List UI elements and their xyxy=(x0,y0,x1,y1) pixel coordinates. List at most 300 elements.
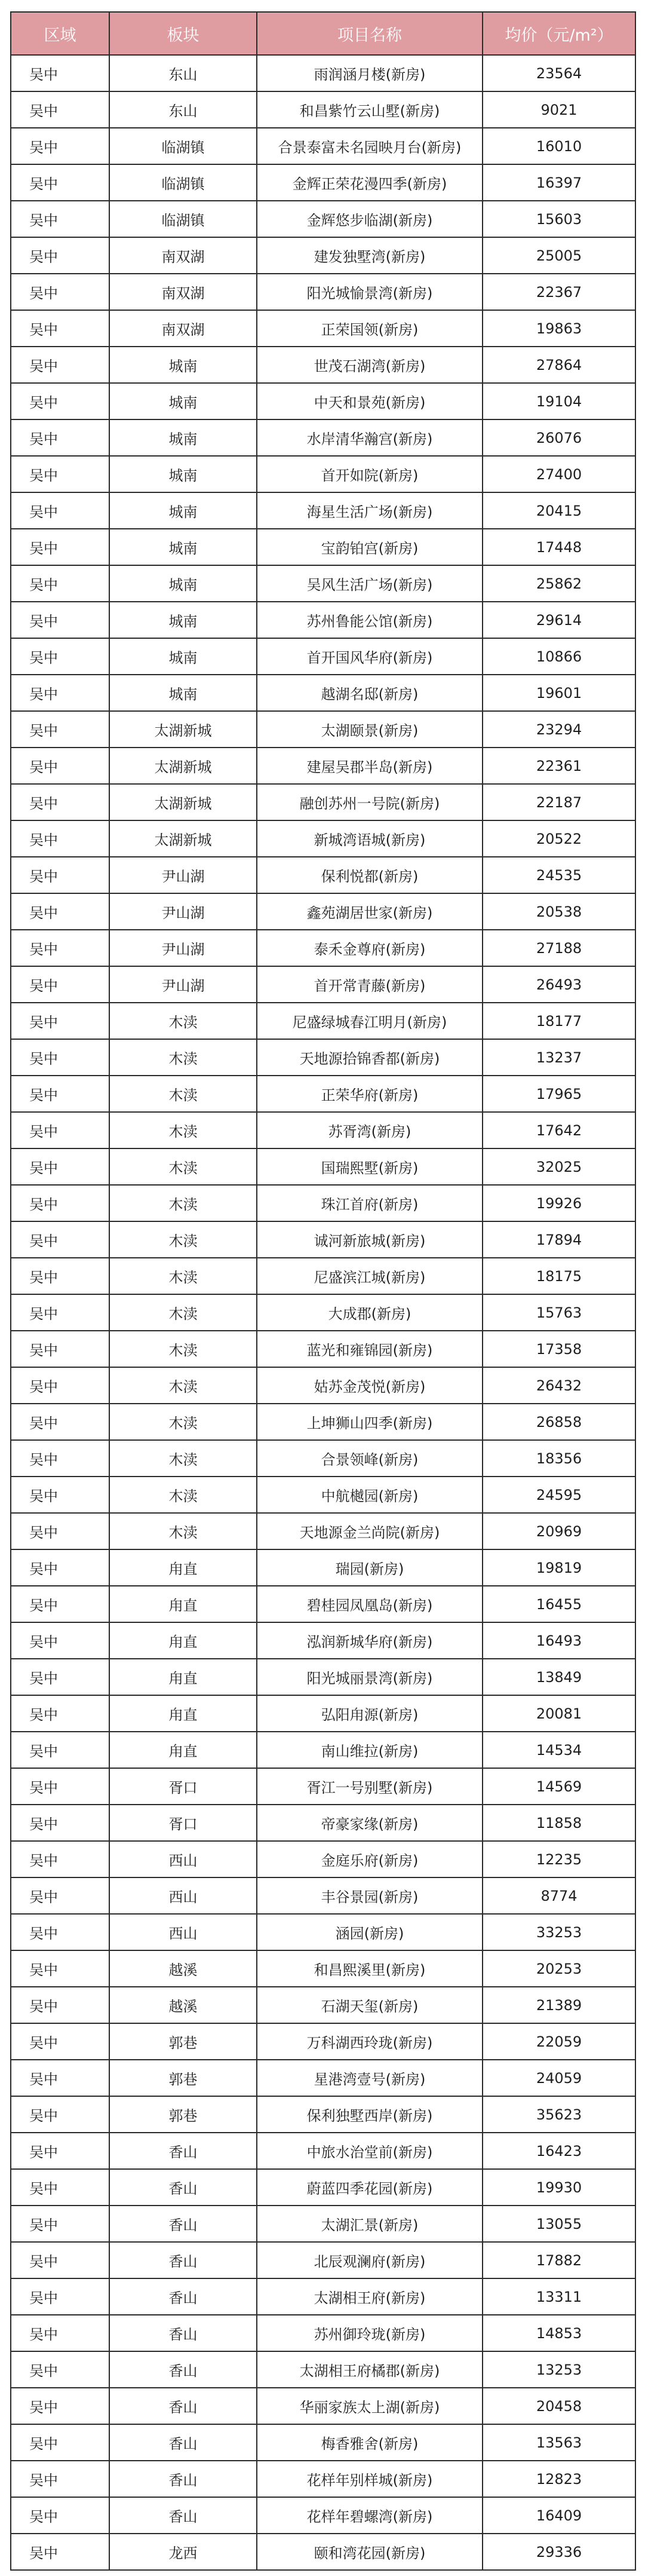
cell-district: 吴中 xyxy=(11,2351,109,2388)
table-row xyxy=(11,2461,635,2497)
cell-block: 城南 xyxy=(109,675,257,711)
table-row xyxy=(11,2242,635,2278)
cell-district: 吴中 xyxy=(11,2388,109,2424)
table-row xyxy=(11,966,635,1003)
cell-block: 临湖镇 xyxy=(109,128,257,164)
cell-average-price: 13563 xyxy=(483,2424,635,2461)
cell-block: 木渎 xyxy=(109,1513,257,1549)
cell-block: 城南 xyxy=(109,383,257,419)
cell-district: 吴中 xyxy=(11,2461,109,2497)
cell-block: 木渎 xyxy=(109,1404,257,1440)
table-row xyxy=(11,2133,635,2169)
table-row xyxy=(11,1367,635,1404)
cell-project-name: 中旅水治堂前(新房) xyxy=(257,2133,483,2169)
cell-average-price: 12823 xyxy=(483,2461,635,2497)
cell-block: 香山 xyxy=(109,2351,257,2388)
cell-block: 太湖新城 xyxy=(109,711,257,748)
cell-average-price: 27188 xyxy=(483,930,635,966)
table-row xyxy=(11,565,635,602)
cell-block: 西山 xyxy=(109,1841,257,1877)
table-row xyxy=(11,2096,635,2133)
table-row xyxy=(11,1440,635,1477)
cell-block: 香山 xyxy=(109,2169,257,2206)
cell-average-price: 23294 xyxy=(483,711,635,748)
cell-block: 香山 xyxy=(109,2388,257,2424)
cell-block: 城南 xyxy=(109,492,257,529)
cell-project-name: 泰禾金尊府(新房) xyxy=(257,930,483,966)
cell-district: 吴中 xyxy=(11,748,109,784)
cell-average-price: 26493 xyxy=(483,966,635,1003)
cell-district: 吴中 xyxy=(11,237,109,274)
cell-block: 临湖镇 xyxy=(109,164,257,201)
cell-average-price: 25005 xyxy=(483,237,635,274)
cell-block: 甪直 xyxy=(109,1549,257,1586)
cell-district: 吴中 xyxy=(11,966,109,1003)
cell-district: 吴中 xyxy=(11,1003,109,1039)
table-row xyxy=(11,1148,635,1185)
cell-district: 吴中 xyxy=(11,820,109,857)
cell-block: 胥口 xyxy=(109,1768,257,1805)
cell-average-price: 8774 xyxy=(483,1877,635,1914)
table-row xyxy=(11,456,635,492)
table-row xyxy=(11,675,635,711)
table-row xyxy=(11,1695,635,1732)
cell-project-name: 尼盛滨江城(新房) xyxy=(257,1258,483,1294)
cell-average-price: 11858 xyxy=(483,1805,635,1841)
cell-block: 木渎 xyxy=(109,1112,257,1148)
table-row xyxy=(11,164,635,201)
cell-average-price: 19819 xyxy=(483,1549,635,1586)
cell-average-price: 24059 xyxy=(483,2060,635,2096)
cell-project-name: 国瑞熙墅(新房) xyxy=(257,1148,483,1185)
cell-average-price: 13237 xyxy=(483,1039,635,1076)
cell-project-name: 胥江一号别墅(新房) xyxy=(257,1768,483,1805)
table-row xyxy=(11,893,635,930)
table-row xyxy=(11,128,635,164)
table-row xyxy=(11,237,635,274)
cell-district: 吴中 xyxy=(11,2315,109,2351)
cell-project-name: 和昌熙溪里(新房) xyxy=(257,1950,483,1987)
cell-average-price: 26432 xyxy=(483,1367,635,1404)
cell-average-price: 33253 xyxy=(483,1914,635,1950)
cell-project-name: 宝韵铂宫(新房) xyxy=(257,529,483,565)
cell-average-price: 20522 xyxy=(483,820,635,857)
cell-district: 吴中 xyxy=(11,675,109,711)
cell-project-name: 金辉正荣花漫四季(新房) xyxy=(257,164,483,201)
cell-average-price: 15603 xyxy=(483,201,635,237)
cell-project-name: 诚河新旅城(新房) xyxy=(257,1221,483,1258)
cell-average-price: 20415 xyxy=(483,492,635,529)
cell-average-price: 16423 xyxy=(483,2133,635,2169)
price-table xyxy=(10,11,636,2571)
cell-average-price: 17894 xyxy=(483,1221,635,1258)
table-row xyxy=(11,1039,635,1076)
table-row xyxy=(11,1732,635,1768)
cell-average-price: 21389 xyxy=(483,1987,635,2023)
cell-district: 吴中 xyxy=(11,1805,109,1841)
table-row xyxy=(11,2351,635,2388)
table-row xyxy=(11,1185,635,1221)
cell-block: 尹山湖 xyxy=(109,930,257,966)
table-row xyxy=(11,1076,635,1112)
cell-project-name: 苏胥湾(新房) xyxy=(257,1112,483,1148)
cell-project-name: 姑苏金茂悦(新房) xyxy=(257,1367,483,1404)
table-row xyxy=(11,274,635,310)
cell-average-price: 20538 xyxy=(483,893,635,930)
table-row xyxy=(11,2424,635,2461)
cell-project-name: 吴风生活广场(新房) xyxy=(257,565,483,602)
cell-district: 吴中 xyxy=(11,1440,109,1477)
cell-district: 吴中 xyxy=(11,274,109,310)
cell-project-name: 南山维拉(新房) xyxy=(257,1732,483,1768)
cell-project-name: 苏州御玲珑(新房) xyxy=(257,2315,483,2351)
cell-district: 吴中 xyxy=(11,419,109,456)
cell-block: 木渎 xyxy=(109,1221,257,1258)
cell-block: 甪直 xyxy=(109,1586,257,1622)
table-row xyxy=(11,820,635,857)
table-row xyxy=(11,1404,635,1440)
cell-average-price: 13055 xyxy=(483,2206,635,2242)
cell-block: 城南 xyxy=(109,565,257,602)
table-row xyxy=(11,1549,635,1586)
cell-district: 吴中 xyxy=(11,1112,109,1148)
table-row xyxy=(11,383,635,419)
table-row xyxy=(11,492,635,529)
cell-average-price: 26858 xyxy=(483,1404,635,1440)
table-row xyxy=(11,1258,635,1294)
cell-district: 吴中 xyxy=(11,2278,109,2315)
cell-block: 南双湖 xyxy=(109,310,257,347)
table-row xyxy=(11,1659,635,1695)
cell-block: 西山 xyxy=(109,1914,257,1950)
cell-district: 吴中 xyxy=(11,1841,109,1877)
cell-average-price: 12235 xyxy=(483,1841,635,1877)
cell-project-name: 和昌紫竹云山墅(新房) xyxy=(257,91,483,128)
cell-district: 吴中 xyxy=(11,1221,109,1258)
cell-block: 太湖新城 xyxy=(109,748,257,784)
table-row xyxy=(11,1513,635,1549)
cell-block: 甪直 xyxy=(109,1732,257,1768)
cell-block: 太湖新城 xyxy=(109,784,257,820)
cell-district: 吴中 xyxy=(11,164,109,201)
cell-district: 吴中 xyxy=(11,1877,109,1914)
cell-district: 吴中 xyxy=(11,128,109,164)
cell-district: 吴中 xyxy=(11,1549,109,1586)
table-row xyxy=(11,2315,635,2351)
cell-district: 吴中 xyxy=(11,1404,109,1440)
cell-project-name: 珠江首府(新房) xyxy=(257,1185,483,1221)
cell-block: 城南 xyxy=(109,602,257,638)
cell-average-price: 18356 xyxy=(483,1440,635,1477)
cell-district: 吴中 xyxy=(11,1076,109,1112)
cell-project-name: 合景泰富未名园映月台(新房) xyxy=(257,128,483,164)
cell-district: 吴中 xyxy=(11,2096,109,2133)
cell-average-price: 27864 xyxy=(483,347,635,383)
table-row xyxy=(11,1586,635,1622)
cell-project-name: 蓝光和雍锦园(新房) xyxy=(257,1331,483,1367)
cell-district: 吴中 xyxy=(11,893,109,930)
table-row xyxy=(11,1112,635,1148)
cell-project-name: 颐和湾花园(新房) xyxy=(257,2534,483,2570)
cell-average-price: 23564 xyxy=(483,55,635,91)
cell-average-price: 25862 xyxy=(483,565,635,602)
table-row xyxy=(11,1768,635,1805)
cell-block: 城南 xyxy=(109,638,257,675)
cell-project-name: 碧桂园凤凰岛(新房) xyxy=(257,1586,483,1622)
cell-district: 吴中 xyxy=(11,1367,109,1404)
cell-district: 吴中 xyxy=(11,383,109,419)
table-row xyxy=(11,1987,635,2023)
table-row xyxy=(11,748,635,784)
table-row xyxy=(11,1841,635,1877)
cell-block: 尹山湖 xyxy=(109,857,257,893)
table-row xyxy=(11,602,635,638)
cell-average-price: 18175 xyxy=(483,1258,635,1294)
cell-project-name: 泓润新城华府(新房) xyxy=(257,1622,483,1659)
cell-block: 甪直 xyxy=(109,1659,257,1695)
cell-average-price: 17448 xyxy=(483,529,635,565)
header-price: 均价（元/m²） xyxy=(483,12,635,55)
cell-block: 香山 xyxy=(109,2133,257,2169)
cell-district: 吴中 xyxy=(11,2424,109,2461)
table-row xyxy=(11,91,635,128)
table-row xyxy=(11,2278,635,2315)
cell-average-price: 19104 xyxy=(483,383,635,419)
cell-block: 西山 xyxy=(109,1877,257,1914)
cell-project-name: 梅香雅舍(新房) xyxy=(257,2424,483,2461)
cell-district: 吴中 xyxy=(11,1258,109,1294)
cell-block: 城南 xyxy=(109,456,257,492)
cell-block: 城南 xyxy=(109,529,257,565)
table-row xyxy=(11,2388,635,2424)
table-row xyxy=(11,857,635,893)
cell-block: 郭巷 xyxy=(109,2023,257,2060)
cell-project-name: 保利悦都(新房) xyxy=(257,857,483,893)
cell-district: 吴中 xyxy=(11,1695,109,1732)
price-table-container xyxy=(10,11,635,2564)
cell-block: 郭巷 xyxy=(109,2060,257,2096)
cell-district: 吴中 xyxy=(11,347,109,383)
cell-average-price: 13311 xyxy=(483,2278,635,2315)
table-row xyxy=(11,1622,635,1659)
cell-average-price: 29614 xyxy=(483,602,635,638)
header-block: 板块 xyxy=(109,12,257,55)
cell-project-name: 首开国风华府(新房) xyxy=(257,638,483,675)
cell-district: 吴中 xyxy=(11,930,109,966)
cell-project-name: 太湖颐景(新房) xyxy=(257,711,483,748)
cell-average-price: 32025 xyxy=(483,1148,635,1185)
cell-project-name: 金庭乐府(新房) xyxy=(257,1841,483,1877)
table-row xyxy=(11,419,635,456)
table-row xyxy=(11,2206,635,2242)
cell-project-name: 新城湾语城(新房) xyxy=(257,820,483,857)
cell-project-name: 瑞园(新房) xyxy=(257,1549,483,1586)
cell-district: 吴中 xyxy=(11,91,109,128)
cell-project-name: 上坤狮山四季(新房) xyxy=(257,1404,483,1440)
cell-district: 吴中 xyxy=(11,2206,109,2242)
cell-project-name: 融创苏州一号院(新房) xyxy=(257,784,483,820)
cell-project-name: 万科湖西玲珑(新房) xyxy=(257,2023,483,2060)
cell-district: 吴中 xyxy=(11,857,109,893)
table-row xyxy=(11,784,635,820)
cell-district: 吴中 xyxy=(11,456,109,492)
cell-district: 吴中 xyxy=(11,602,109,638)
cell-average-price: 26076 xyxy=(483,419,635,456)
cell-block: 木渎 xyxy=(109,1367,257,1404)
cell-average-price: 16409 xyxy=(483,2497,635,2534)
cell-average-price: 20969 xyxy=(483,1513,635,1549)
table-row xyxy=(11,347,635,383)
cell-project-name: 雨润涵月楼(新房) xyxy=(257,55,483,91)
cell-project-name: 天地源拾锦香都(新房) xyxy=(257,1039,483,1076)
table-row xyxy=(11,1477,635,1513)
cell-project-name: 华丽家族太上湖(新房) xyxy=(257,2388,483,2424)
cell-project-name: 花样年碧螺湾(新房) xyxy=(257,2497,483,2534)
cell-project-name: 星港湾壹号(新房) xyxy=(257,2060,483,2096)
cell-project-name: 尼盛绿城春江明月(新房) xyxy=(257,1003,483,1039)
cell-district: 吴中 xyxy=(11,1950,109,1987)
cell-average-price: 19863 xyxy=(483,310,635,347)
cell-block: 尹山湖 xyxy=(109,893,257,930)
cell-district: 吴中 xyxy=(11,1732,109,1768)
cell-average-price: 19601 xyxy=(483,675,635,711)
cell-average-price: 17642 xyxy=(483,1112,635,1148)
cell-block: 木渎 xyxy=(109,1440,257,1477)
table-row xyxy=(11,2023,635,2060)
cell-block: 东山 xyxy=(109,91,257,128)
cell-block: 南双湖 xyxy=(109,237,257,274)
cell-block: 太湖新城 xyxy=(109,820,257,857)
cell-block: 香山 xyxy=(109,2424,257,2461)
cell-project-name: 正荣华府(新房) xyxy=(257,1076,483,1112)
table-row xyxy=(11,1221,635,1258)
cell-district: 吴中 xyxy=(11,310,109,347)
cell-project-name: 丰谷景园(新房) xyxy=(257,1877,483,1914)
cell-district: 吴中 xyxy=(11,1586,109,1622)
cell-project-name: 天地源金兰尚院(新房) xyxy=(257,1513,483,1549)
cell-district: 吴中 xyxy=(11,638,109,675)
cell-block: 木渎 xyxy=(109,1294,257,1331)
cell-district: 吴中 xyxy=(11,1914,109,1950)
cell-district: 吴中 xyxy=(11,1768,109,1805)
cell-project-name: 阳光城丽景湾(新房) xyxy=(257,1659,483,1695)
cell-district: 吴中 xyxy=(11,1148,109,1185)
cell-project-name: 合景领峰(新房) xyxy=(257,1440,483,1477)
cell-project-name: 太湖汇景(新房) xyxy=(257,2206,483,2242)
cell-block: 尹山湖 xyxy=(109,966,257,1003)
table-row xyxy=(11,711,635,748)
cell-average-price: 22361 xyxy=(483,748,635,784)
cell-district: 吴中 xyxy=(11,2497,109,2534)
cell-district: 吴中 xyxy=(11,2242,109,2278)
cell-average-price: 27400 xyxy=(483,456,635,492)
cell-project-name: 弘阳甪源(新房) xyxy=(257,1695,483,1732)
cell-district: 吴中 xyxy=(11,2169,109,2206)
cell-block: 临湖镇 xyxy=(109,201,257,237)
cell-project-name: 建发独墅湾(新房) xyxy=(257,237,483,274)
cell-block: 香山 xyxy=(109,2461,257,2497)
cell-average-price: 29336 xyxy=(483,2534,635,2570)
cell-average-price: 18177 xyxy=(483,1003,635,1039)
table-row xyxy=(11,1805,635,1841)
cell-block: 木渎 xyxy=(109,1185,257,1221)
cell-average-price: 35623 xyxy=(483,2096,635,2133)
cell-average-price: 22059 xyxy=(483,2023,635,2060)
cell-district: 吴中 xyxy=(11,55,109,91)
cell-district: 吴中 xyxy=(11,1185,109,1221)
cell-block: 香山 xyxy=(109,2242,257,2278)
table-row xyxy=(11,1950,635,1987)
cell-project-name: 帝豪家缘(新房) xyxy=(257,1805,483,1841)
cell-average-price: 9021 xyxy=(483,91,635,128)
cell-district: 吴中 xyxy=(11,2534,109,2570)
cell-average-price: 16455 xyxy=(483,1586,635,1622)
cell-project-name: 建屋吴郡半岛(新房) xyxy=(257,748,483,784)
cell-average-price: 22367 xyxy=(483,274,635,310)
cell-project-name: 花样年别样城(新房) xyxy=(257,2461,483,2497)
table-row xyxy=(11,1877,635,1914)
cell-district: 吴中 xyxy=(11,2060,109,2096)
cell-district: 吴中 xyxy=(11,529,109,565)
cell-block: 木渎 xyxy=(109,1477,257,1513)
cell-block: 香山 xyxy=(109,2206,257,2242)
table-row xyxy=(11,2497,635,2534)
table-row xyxy=(11,1331,635,1367)
cell-block: 木渎 xyxy=(109,1258,257,1294)
cell-district: 吴中 xyxy=(11,201,109,237)
cell-average-price: 16493 xyxy=(483,1622,635,1659)
table-row xyxy=(11,529,635,565)
cell-block: 木渎 xyxy=(109,1039,257,1076)
cell-block: 郭巷 xyxy=(109,2096,257,2133)
cell-average-price: 20458 xyxy=(483,2388,635,2424)
cell-project-name: 金辉悠步临湖(新房) xyxy=(257,201,483,237)
cell-project-name: 苏州鲁能公馆(新房) xyxy=(257,602,483,638)
cell-average-price: 17965 xyxy=(483,1076,635,1112)
cell-block: 城南 xyxy=(109,347,257,383)
cell-block: 木渎 xyxy=(109,1076,257,1112)
cell-district: 吴中 xyxy=(11,1622,109,1659)
header-district: 区域 xyxy=(11,12,109,55)
table-row xyxy=(11,1294,635,1331)
cell-project-name: 海星生活广场(新房) xyxy=(257,492,483,529)
cell-project-name: 越湖名邸(新房) xyxy=(257,675,483,711)
cell-average-price: 14853 xyxy=(483,2315,635,2351)
cell-block: 木渎 xyxy=(109,1148,257,1185)
cell-district: 吴中 xyxy=(11,2023,109,2060)
table-header-row xyxy=(11,12,635,55)
cell-project-name: 首开常青藤(新房) xyxy=(257,966,483,1003)
cell-average-price: 16010 xyxy=(483,128,635,164)
cell-average-price: 24595 xyxy=(483,1477,635,1513)
cell-district: 吴中 xyxy=(11,565,109,602)
cell-average-price: 20253 xyxy=(483,1950,635,1987)
cell-block: 木渎 xyxy=(109,1003,257,1039)
cell-project-name: 石湖天玺(新房) xyxy=(257,1987,483,2023)
cell-district: 吴中 xyxy=(11,2133,109,2169)
cell-average-price: 22187 xyxy=(483,784,635,820)
cell-district: 吴中 xyxy=(11,492,109,529)
cell-project-name: 世茂石湖湾(新房) xyxy=(257,347,483,383)
cell-block: 香山 xyxy=(109,2278,257,2315)
table-body xyxy=(11,55,635,2570)
cell-project-name: 阳光城愉景湾(新房) xyxy=(257,274,483,310)
cell-project-name: 大成郡(新房) xyxy=(257,1294,483,1331)
cell-project-name: 保利独墅西岸(新房) xyxy=(257,2096,483,2133)
cell-average-price: 16397 xyxy=(483,164,635,201)
cell-block: 越溪 xyxy=(109,1950,257,1987)
cell-average-price: 17882 xyxy=(483,2242,635,2278)
